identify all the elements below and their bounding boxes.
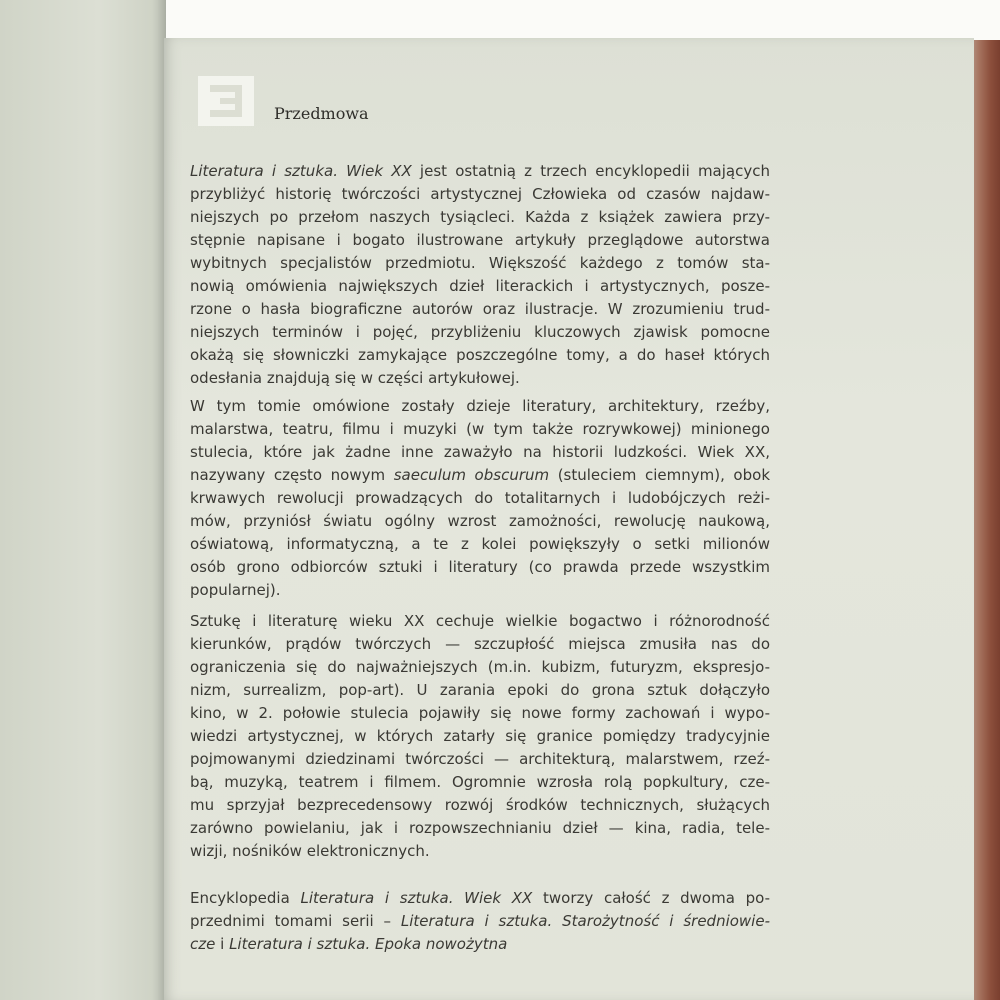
text-line <box>190 487 770 510</box>
publisher-logo-icon <box>198 76 254 126</box>
text-segment: oświatową, informatyczną, a te z kolei powiększyły o setki milionów <box>190 535 770 553</box>
text-segment: tworzy całość z dwoma po- <box>532 889 770 907</box>
text-segment: (stuleciem ciemnym), obok <box>549 466 770 484</box>
text-segment: Encyklopedia <box>190 889 301 907</box>
text-segment: okażą się słowniczki zamykające poszczególne tomy, a do haseł których <box>190 346 770 364</box>
text-segment: bą, muzyką, teatrem i filmem. Ogromnie wzrosła rolą popkultury, cze- <box>190 773 770 791</box>
text-line <box>190 910 770 933</box>
text-line <box>190 725 770 748</box>
text-line <box>190 679 770 702</box>
text-segment: ograniczenia się do najważniejszych (m.in. kubizm, futuryzm, ekspresjo- <box>190 658 770 676</box>
text-line <box>190 183 770 206</box>
text-segment: mów, przyniósł światu ogólny wzrost zamożności, rewolucję naukową, <box>190 512 770 530</box>
text-segment: krwawych rewolucji prowadzących do totalitarnych i ludobójczych reżi- <box>190 489 770 507</box>
text-line <box>190 441 770 464</box>
text-segment: wiedzi artystycznej, w których zatarły się granice pomiędzy tradycyjnie <box>190 727 770 745</box>
text-line <box>190 817 770 840</box>
paragraph-1 <box>190 160 770 390</box>
paragraph-3 <box>190 610 770 863</box>
left-facing-page <box>0 0 165 1000</box>
text-line <box>190 418 770 441</box>
text-segment: nazywany często nowym <box>190 466 394 484</box>
text-line <box>190 748 770 771</box>
text-segment: cze <box>190 935 216 953</box>
text-line <box>190 933 770 956</box>
text-line <box>190 395 770 418</box>
text-line <box>190 275 770 298</box>
text-line <box>190 533 770 556</box>
text-segment: mu sprzyjał bezprecedensowy rozwój środków technicznych, służących <box>190 796 770 814</box>
section-heading: Przedmowa <box>274 104 369 123</box>
text-segment: Literatura i sztuka. Starożytność i średniowie- <box>400 912 770 930</box>
text-line <box>190 321 770 344</box>
text-line <box>190 510 770 533</box>
text-segment: jest ostatnią z trzech encyklopedii mających <box>411 162 770 180</box>
text-segment: malarstwa, teatru, filmu i muzyki (w tym także rozrywkowej) minionego <box>190 420 770 438</box>
text-segment: nowią omówienia największych dzieł literackich i artystycznych, posze- <box>190 277 770 295</box>
text-line <box>190 610 770 633</box>
text-line <box>190 206 770 229</box>
text-line <box>190 298 770 321</box>
text-line <box>190 794 770 817</box>
text-segment: przybliżyć historię twórczości artystycznej Człowieka od czasów najdaw- <box>190 185 770 203</box>
text-line <box>190 633 770 656</box>
text-segment: Literatura i sztuka. Wiek XX <box>190 162 412 180</box>
paragraph-2 <box>190 395 770 602</box>
text-line <box>190 229 770 252</box>
text-segment: wybitnych specjalistów przedmiotu. Większość każdego z tomów sta- <box>190 254 770 272</box>
text-segment: popularnej). <box>190 581 281 599</box>
text-segment: wizji, nośników elektronicznych. <box>190 842 430 860</box>
text-line <box>190 771 770 794</box>
text-line <box>190 656 770 679</box>
text-segment: osób grono odbiorców sztuki i literatury (co prawda przede wszystkim <box>190 558 770 576</box>
text-segment: W tym tomie omówione zostały dzieje literatury, architektury, rzeźby, <box>190 397 770 415</box>
text-segment: stępnie napisane i bogato ilustrowane artykuły przeglądowe autorstwa <box>190 231 770 249</box>
text-segment: kino, w 2. połowie stulecia pojawiły się nowe formy zachowań i wypo- <box>190 704 770 722</box>
text-line <box>190 464 770 487</box>
text-line <box>190 556 770 579</box>
text-line <box>190 579 770 602</box>
text-segment: zarówno powielaniu, jak i rozpowszechnianiu dzieł — kina, radia, tele- <box>190 819 770 837</box>
text-segment: stulecia, które jak żadne inne zaważyło na historii ludzkości. Wiek XX, <box>190 443 770 461</box>
text-segment: Literatura i sztuka. Wiek XX <box>300 889 533 907</box>
text-segment: przednimi tomami serii – <box>190 912 401 930</box>
text-segment: pojmowanymi dziedzinami twórczości — architekturą, malarstwem, rzeź- <box>190 750 770 768</box>
text-segment: saeculum obscurum <box>393 466 550 484</box>
text-segment: Literatura i sztuka. Epoka nowożytna <box>229 935 508 953</box>
text-segment: nizm, surrealizm, pop-art). U zarania epoki do grona sztuk dołączyło <box>190 681 770 699</box>
text-line <box>190 252 770 275</box>
text-line <box>190 160 770 183</box>
text-line <box>190 840 770 863</box>
text-segment: niejszych po przełom naszych tysiącleci. Każda z książek zawiera przy- <box>190 208 770 226</box>
text-segment: kierunków, prądów twórczych — szczupłość miejsca zmusiła nas do <box>190 635 770 653</box>
text-segment: i <box>215 935 230 953</box>
text-line <box>190 887 770 910</box>
text-segment: rzone o hasła biograficzne autorów oraz ilustracje. W zrozumieniu trud- <box>190 300 770 318</box>
text-line <box>190 702 770 725</box>
text-line <box>190 344 770 367</box>
text-segment: Sztukę i literaturę wieku XX cechuje wielkie bogactwo i różnorodność <box>190 612 770 630</box>
text-line <box>190 367 770 390</box>
paragraph-4 <box>190 887 770 956</box>
text-segment: odesłania znajdują się w części artykułowej. <box>190 369 520 387</box>
text-segment: niejszych terminów i pojęć, przybliżeniu kluczowych zjawisk pomocne <box>190 323 770 341</box>
